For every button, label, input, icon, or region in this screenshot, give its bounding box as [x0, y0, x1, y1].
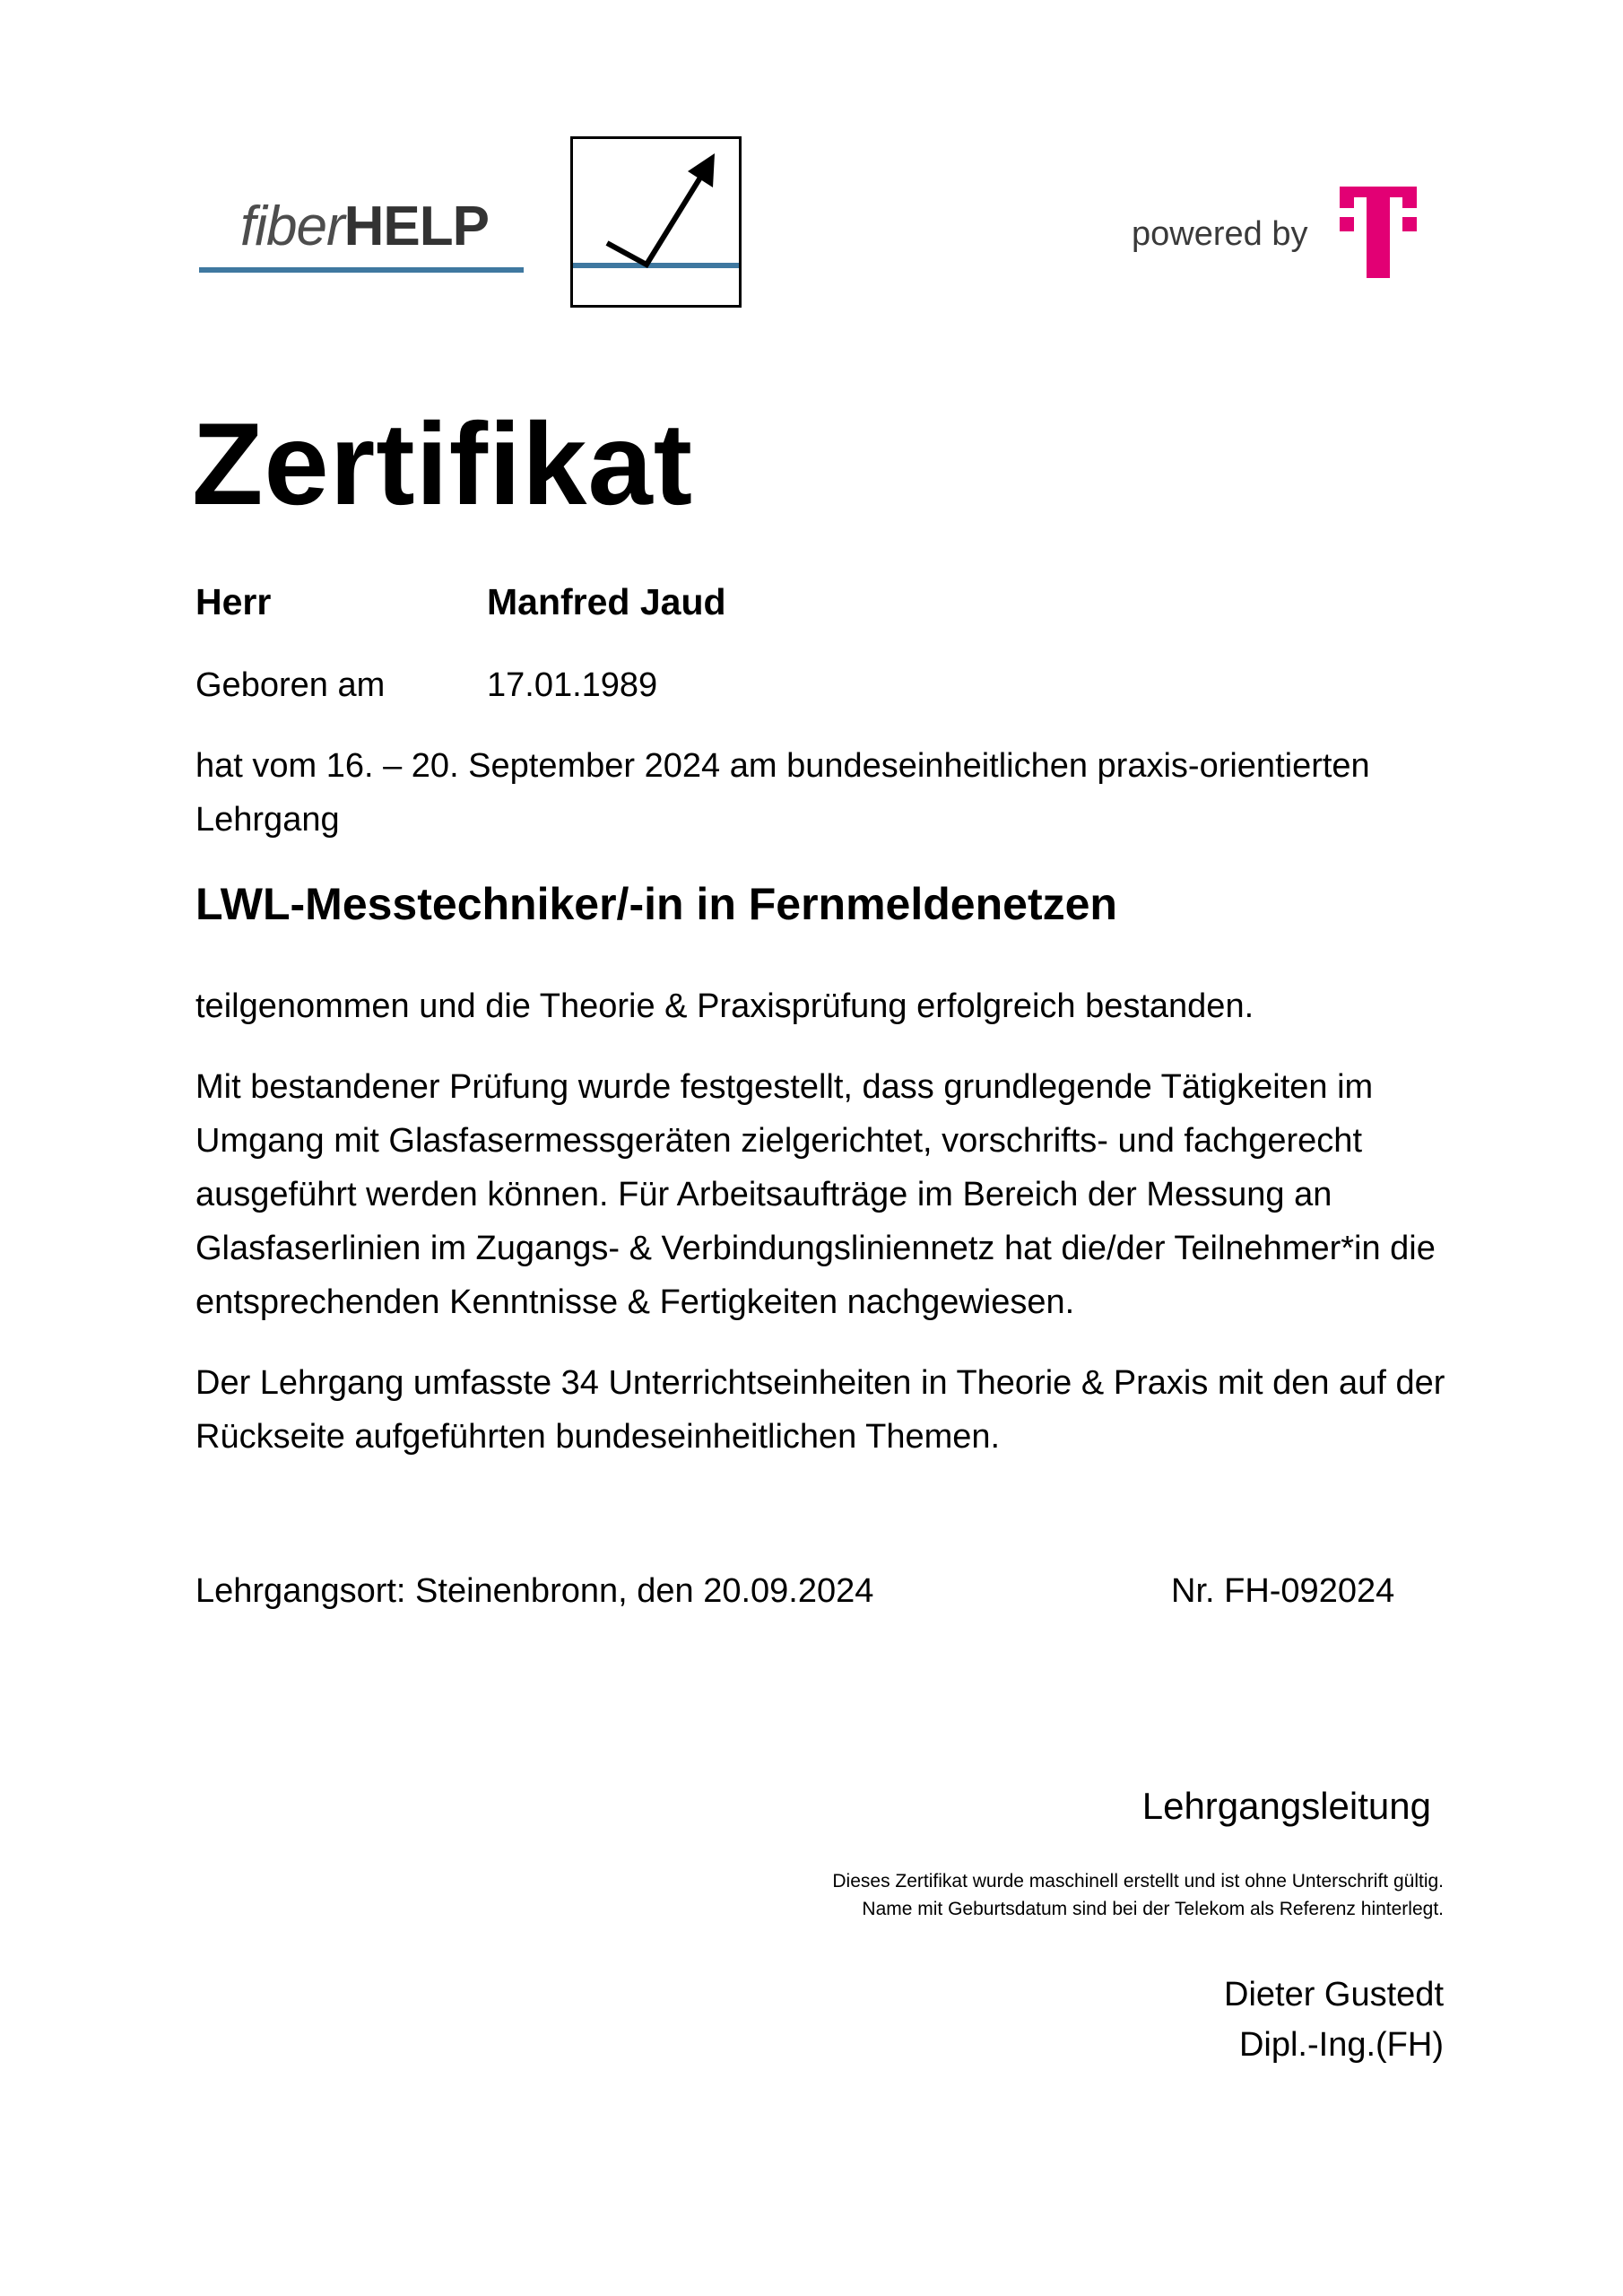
signer-title: Dipl.-Ing.(FH): [1238, 2026, 1444, 2064]
signer-name: Dieter Gustedt: [1224, 1976, 1444, 2013]
fiberhelp-logo-text: [240, 196, 489, 257]
description-text: Mit bestandener Prüfung wurde festgestellt, dass grundlegende Tätigkeiten im Umgang mit Glasfasermessgeräten zielgerichtet, vorschrifts- und fachgerecht ausgeführt werden können. Für Arbeitsaufträge im Bereich der Messung an Glasfaserlinien im Zugangs- & Verbindungsliniennetz hat die/der Teilnehmer*in die entsprechenden Kenntnisse & Fertigkeiten nachgewiesen.: [195, 1068, 1436, 1321]
birth-date: 17.01.1989: [487, 666, 658, 704]
course-place-date: Lehrgangsort: Steinenbronn, den 20.09.2024: [195, 1572, 874, 1610]
fiberhelp-logo-underline: [199, 267, 524, 273]
intro-text: hat vom 16. – 20. September 2024 am bundeseinheitlichen praxis-orientierten Lehrgang: [195, 747, 1370, 839]
telekom-t-logo: [1340, 187, 1417, 283]
scope-text: Der Lehrgang umfasste 34 Unterrichtseinheiten in Theorie & Praxis mit den auf der Rückseite aufgeführten bundeseinheitlichen Themen.: [195, 1364, 1445, 1456]
fiberhelp-checkmark-logo: [570, 136, 742, 308]
powered-by-label: powered by: [1132, 215, 1308, 253]
validity-note: [832, 1867, 1444, 1923]
logo-help-word: HELP: [343, 196, 489, 257]
birth-label: Geboren am: [195, 666, 386, 704]
course-title: LWL-Messtechniker/-in in Fernmeldenetzen: [195, 879, 1117, 929]
signer-block: [1224, 1970, 1444, 2070]
checkmark-arrow-icon: [573, 139, 739, 305]
certificate-number: Nr. FH-092024: [1171, 1572, 1395, 1610]
validity-note-line-2: Name mit Geburtsdatum sind bei der Telekom als Referenz hinterlegt.: [862, 1899, 1444, 1919]
salutation: Herr: [195, 581, 272, 622]
page-title: Zertifikat: [192, 398, 694, 529]
result-text: teilgenommen und die Theorie & Praxisprüfung erfolgreich bestanden.: [195, 987, 1254, 1025]
person-name: Manfred Jaud: [487, 581, 726, 622]
validity-note-line-1: Dieses Zertifikat wurde maschinell erstellt und ist ohne Unterschrift gültig.: [832, 1871, 1444, 1892]
course-leadership-label: Lehrgangsleitung: [1141, 1785, 1431, 1827]
logo-fiber-word: fiber: [240, 196, 344, 257]
